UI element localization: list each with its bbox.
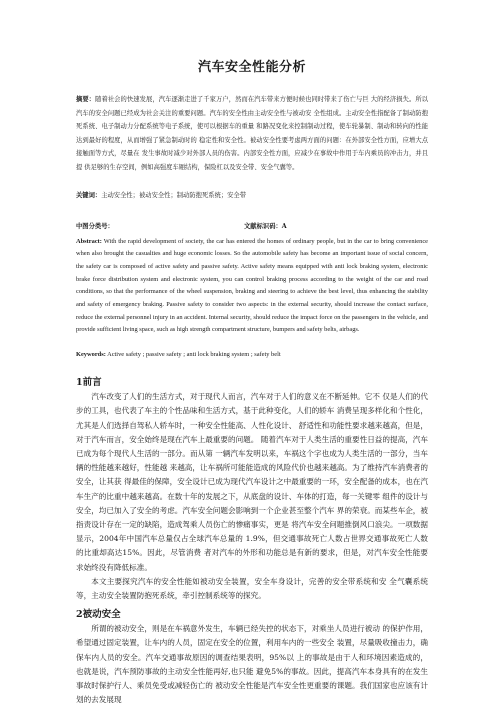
paper-title: 汽车安全性能分析 [197, 60, 306, 75]
abstract-en-text: With the rapid development of society, the car has entered the homes of ordinary people, but in the car to bring convenience when also brought the casualties and huge economic losses. So the automobile safety has become an important issue of social concern, the safety car is composed of active safety and passive safety. Active safety means equipped with anti lock braking system, electronic brake force distribution system and electronic system, you can control braking process according to the weight of the car and road conditions, so that the performance of the wheel suspension, braking and steering to achieve the best level, thus enhancing the stability and safety of emergency braking. Passive safety to consider two aspects: in the external security, should increase the contact surface, reduce the external personnel injury in an accident. Internal security, should reduce the impact force on the passengers in the vehicle, and provide sufficient living space, such as high strength compartment structure, bumpers and safety belts, airbags. [76, 237, 429, 334]
section-1-paragraph-1: 汽车改变了人们的生活方式，对于现代人而言，汽车对于人们的意义在不断延伸。它不 仅是人们的代步的工具，也代表了车主的个性品味和生活方式，基于此种变化，人们的轿车 消费呈现多样化和个性化，尤其是人们选择自驾私人轿车时，一种安全性能高、人性化设计、 舒适性和功能性要求越来越高，但是，对于汽车而言，安全始终是现在汽车上最重要的问题。 随着汽车对于人类生活的重要性日益的提高，汽车已成为每个现代人生活的一部分。而从第 一辆汽车发明以来，车祸这个字也成为人类生活的一部分，当车辆的性能越来越好，性能越 来越高，让车祸所可能能造成的风险代价也越来越高。为了维持汽车消费者的安全，让其获 得最佳的保障，安全设计已成为现代汽车设计之中最重要的一环，安全配备的成本，也在汽 车生产的比重中越来越高。在数十年的发展之下，从底盘的设计、车体的打造，每一关键零 组件的设计与安全，均已加入了安全的考虑。汽车安全问题会影响到一个企业甚至整个汽车 界的荣衰。而某些车企，被指责设计存在一定的缺陷，造成驾乘人员伤亡的惨痛事实，更是 将汽车安全问题推倒风口浪尖。一项数据显示，2004年中国汽车总量仅占全球汽车总量的 1.9%，但交通事故死亡人数占世界交通事故死亡人数的比重却高达15%。因此，尽管消费 者对汽车的外形和功能总是有新的要求，但是，对汽车安全性能要求始终没有降低标准。 [76, 392, 428, 572]
classification-row [76, 221, 428, 230]
abstract-zh [76, 93, 428, 175]
abstract-en-label: Abstract: [76, 237, 102, 245]
section-1-paragraph-2: 本文主要探究汽车的安全性能如被动安全装置，安全车身设计，完善的安全带系统和安 全气囊系统等，主动安全装置防抱死系统，牵引控制系统等的探究。 [76, 576, 428, 601]
section-2-paragraph-1: 所谓的被动安全，则是在车祸意外发生，车辆已经失控的状态下，对乘坐人员进行被动 的保护作用，希望通过固定装置，让车内的人员，固定在安全的位置，利用车内的一些安全 装置，尽量吸收撞击力，确保车内人员的安全。汽车交通事故原因的调查结果表明，95%以 上的事故是由于人和环境因素造成的，也就是说，汽车预防事故的主动安全性能再好,也只能 避免5%的事故。因此，提高汽车本身具有的在发生事故时保护行人、乘员免受或减轻伤亡的 被动安全性能是汽车安全性更重要的课题。我们国家也应该有计划的去发展现 [76, 624, 428, 705]
keywords-en-label: Keywords: [76, 351, 106, 359]
keywords-en-text: Active safety ; passive safety ; anti lock braking system ; safety belt [107, 351, 281, 359]
keywords-zh-text: 主动安全性；被动安全性；制动防抱死系统；安全带 [101, 191, 247, 199]
clc-label: 中图分类号： [76, 222, 114, 230]
keywords-en [76, 351, 428, 358]
keywords-zh-label: 关键词： [76, 191, 102, 199]
abstract-zh-text: 随着社会的快速发展，汽车逐渐走进了千家万户，然而在汽车带来方便时候也同时带来了伤亡与巨 大的经济损失。所以汽车的安全问题已经成为社会关注的重要问题。汽车的安全性由主动安全性与被动安 全性组成。主动安全性指配备了制动防抱死系统、电子制动力分配系统等电子系统，使可以根据车的重量 和路况变化来控制制动过程，使车轮暴制、制动和转向的性能达到最好的程度，从而增强了紧急制动时的 稳定性和安全性。被动安全性要考虑两方面的问题：在外部安全性方面，应增大点接触面等方式，尽量在 发生事故时减少对外部人员的伤害。内部安全性方面，应减少在事故中作用于车内乘员的冲击力，并且提 供足够的生存空间，例如高强度车厢结构，保险杠以及安全带、安全气囊等。 [76, 96, 428, 171]
abstract-en [76, 236, 428, 338]
section-2-heading: 2被动安全 [76, 609, 121, 621]
keywords-zh [76, 190, 428, 202]
doc-code-label: 文献标识码：A [244, 222, 287, 230]
section-1-heading: 1前言 [76, 377, 102, 389]
abstract-zh-label: 摘要： [76, 96, 96, 103]
